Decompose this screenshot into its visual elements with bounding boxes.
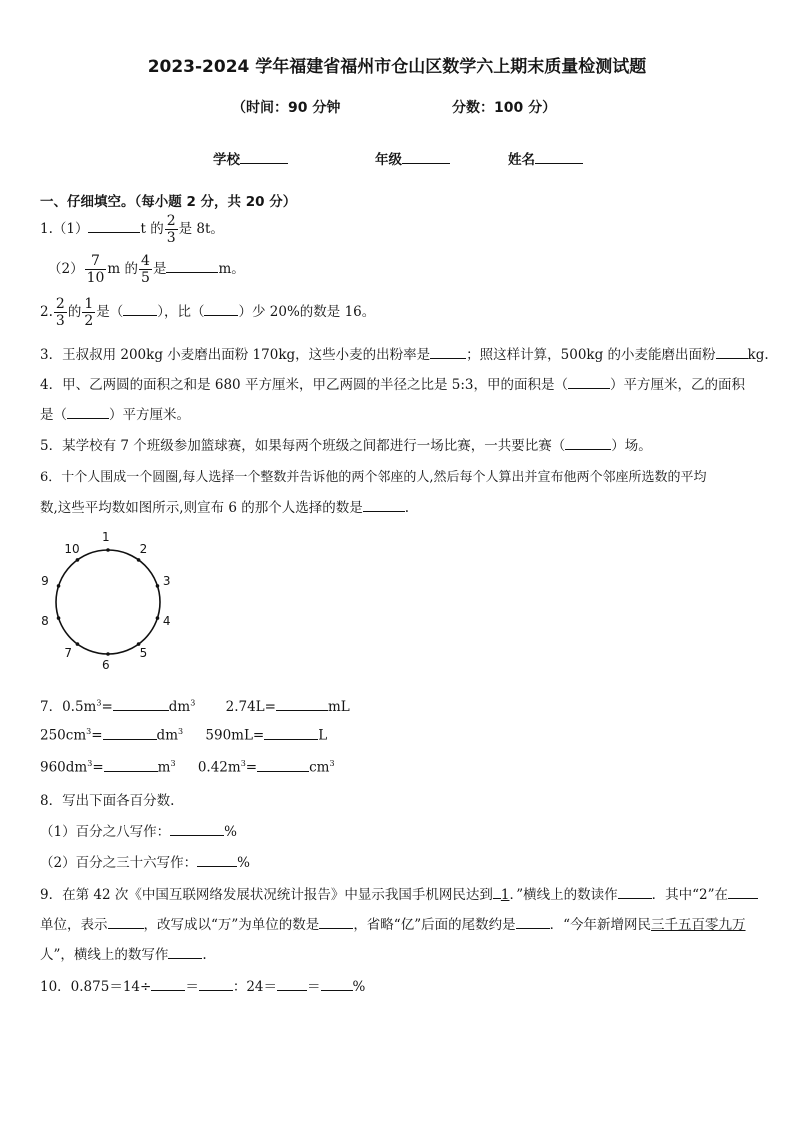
name-blank[interactable] (535, 150, 583, 165)
q1a-blank[interactable] (88, 219, 140, 234)
q10-c: ：24＝ (232, 979, 278, 995)
q7-r3-d: 0.42m (197, 759, 241, 776)
question-7-row-1 (40, 695, 350, 715)
fraction-denominator: 3 (166, 230, 176, 246)
q3-text-a: 3．王叔叔用 200kg 小麦磨出面粉 170kg，这些小麦的出粉率是 (40, 347, 431, 363)
q10-blank-4[interactable] (321, 977, 353, 992)
q9-blank-3[interactable] (108, 915, 144, 930)
question-4-line-2 (40, 403, 190, 423)
q7-r1-a: 7．0.5m (40, 699, 97, 715)
circle-label: 1 (102, 530, 110, 544)
q8b-text: （2）百分之三十六写作： (40, 855, 198, 871)
superscript: 3 (86, 727, 92, 736)
name-label: 姓名 (508, 152, 535, 168)
q10-blank-2[interactable] (199, 977, 233, 992)
q6-blank[interactable] (363, 498, 405, 513)
question-8a (40, 820, 237, 840)
question-1b (48, 253, 245, 286)
q10-d: ＝ (307, 979, 321, 995)
q9-l1-underlined: 1 (500, 887, 510, 903)
exam-time: （时间：90 分钟 (232, 100, 341, 116)
superscript: 3 (96, 698, 102, 708)
circle-label: 4 (162, 613, 171, 628)
q2-mid: ），比（ (157, 304, 205, 320)
q9-l1-a: 9．在第 42 次《中国互联网络发展状况统计报告》中显示我国手机网民达到 (40, 887, 493, 903)
fraction-numerator: 7 (85, 253, 107, 270)
circle-label: 6 (102, 658, 110, 672)
q10-b: ＝ (185, 979, 199, 995)
question-8b (40, 851, 250, 871)
q3-blank-1[interactable] (430, 345, 466, 360)
q1b-fraction-1 (85, 253, 107, 286)
q7-r2-eq: = (91, 727, 103, 744)
fraction-denominator: 2 (84, 313, 94, 329)
q2-de: 的 (67, 304, 82, 320)
q8b-end: % (237, 855, 250, 871)
q2-blank-2[interactable] (204, 302, 238, 317)
fraction-denominator: 5 (141, 270, 150, 286)
q8a-text: （1）百分之八写作： (40, 824, 171, 840)
q10-blank-1[interactable] (151, 977, 185, 992)
q7-r1-d: 2.74L= (225, 699, 276, 715)
q1b-prefix: （2） (48, 261, 84, 277)
circle-labels (40, 530, 180, 672)
q8a-end: % (224, 824, 237, 840)
q4-blank-2[interactable] (67, 405, 109, 420)
school-label: 学校 (213, 152, 240, 168)
circle-label: 10 (64, 542, 80, 557)
q7-r3-a: 960dm (40, 759, 88, 776)
q3-text-c: kg. (747, 347, 769, 363)
q6-text: 数,这些平均数如图所示,则宣布 6 的那个人选择的数是 (40, 500, 363, 516)
q9-blank-6[interactable] (168, 945, 202, 960)
q1a-text: t 的 (140, 221, 164, 237)
school-field (213, 148, 288, 168)
q10-a: 10．0.875＝14÷ (40, 979, 152, 995)
q1b-text: m 的 (107, 261, 139, 277)
q2-prefix: 2. (40, 304, 53, 320)
q7-r3-unit-2: cm (309, 759, 330, 776)
q8b-blank[interactable] (197, 853, 237, 868)
q7-r3-blank-2[interactable] (257, 757, 309, 772)
question-9-line-1 (40, 883, 758, 903)
q7-r3-unit-1: m (157, 759, 171, 776)
q4-text-d: ）平方厘米。 (109, 407, 190, 423)
q9-blank-5[interactable] (516, 915, 550, 930)
q7-r2-unit-1: dm (156, 727, 178, 744)
question-1a (40, 213, 224, 246)
school-blank[interactable] (240, 150, 288, 165)
circle-label: 5 (139, 645, 148, 660)
q3-blank-2[interactable] (716, 345, 748, 360)
q4-text-b: ）平方厘米，乙的面积 (609, 377, 745, 393)
q7-r3-blank-1[interactable] (104, 757, 158, 772)
question-9-line-2 (40, 913, 746, 933)
q10-e: % (352, 979, 366, 995)
q4-text-a: 4．甲、乙两圆的面积之和是 680 平方厘米，甲乙两圆的半径之比是 5:3，甲的面积是（ (40, 377, 568, 393)
q7-r3-eq-2: = (245, 759, 258, 776)
q9-l3-a: 人”，横线上的数写作 (40, 947, 169, 963)
q6-end: . (404, 500, 410, 516)
name-field (508, 148, 583, 168)
q5-text-a: 5．某学校有 7 个班级参加篮球赛，如果每两个班级之间都进行一场比赛，一共要比赛（ (40, 438, 566, 454)
q4-text-c: 是（ (40, 407, 67, 423)
q9-l2-d: ．“今年新增网民 (549, 917, 652, 933)
q7-r1-unit-2: mL (327, 699, 350, 715)
question-6-line-2 (40, 496, 409, 516)
circle-label: 8 (41, 613, 49, 628)
q1-prefix: 1.（1） (40, 221, 89, 237)
q9-l1-d: ．其中“2”在 (651, 887, 729, 903)
exam-score: 分数：100 分） (452, 100, 557, 116)
q9-l2-a: 单位，表示 (40, 917, 108, 933)
question-5 (40, 434, 652, 454)
q7-r3-eq: = (92, 759, 104, 776)
q1b-is: 是 (152, 261, 167, 277)
q1b-blank[interactable] (166, 259, 218, 274)
q3-text-b: ；照这样计算，500kg 的小麦能磨出面粉 (466, 347, 716, 363)
superscript: 3 (170, 759, 176, 768)
q9-l2-underlined: 三千五百零九万 (651, 917, 746, 933)
q7-r1-blank-2[interactable] (276, 697, 328, 712)
question-7-row-2 (40, 725, 327, 744)
question-8-title: 8．写出下面各百分数. (40, 793, 175, 809)
page-title: 2023-2024 学年福建省福州市仓山区数学六上期末质量检测试题 (147, 57, 647, 77)
superscript: 3 (329, 759, 335, 768)
q9-l1-pad (493, 885, 501, 900)
superscript: 3 (87, 759, 93, 768)
grade-field (375, 148, 450, 168)
q7-r2-blank-2[interactable] (264, 725, 318, 740)
q9-blank-2[interactable] (728, 885, 758, 900)
circle-label: 7 (64, 645, 73, 660)
fraction-numerator: 2 (166, 213, 176, 229)
question-2 (40, 296, 375, 329)
question-10 (40, 975, 365, 995)
fraction-numerator: 2 (55, 296, 65, 312)
q4-blank-1[interactable] (568, 375, 610, 390)
q1a-suffix: 是 8t。 (178, 221, 224, 237)
q10-blank-3[interactable] (277, 977, 307, 992)
circle-label: 2 (139, 542, 148, 557)
q7-r2-unit-2: L (318, 727, 328, 744)
q7-r2-blank-1[interactable] (103, 725, 157, 740)
q1b-fraction-2 (139, 253, 152, 286)
q2-is: 是（ (96, 304, 124, 320)
superscript: 3 (190, 698, 196, 708)
question-4-line-1 (40, 373, 745, 393)
q7-r1-unit-1: dm (168, 699, 191, 715)
q8a-blank[interactable] (170, 822, 224, 837)
q5-text-b: ）场。 (611, 438, 652, 454)
q2-suffix: ）少 20%的数是 16。 (238, 304, 376, 320)
question-7-row-3 (40, 757, 335, 776)
q2-fraction-1 (54, 296, 67, 329)
fraction-denominator: 10 (86, 270, 105, 286)
q7-r2-a: 250cm (40, 727, 87, 744)
fraction-denominator: 3 (55, 313, 65, 329)
q7-r1-blank-1[interactable] (113, 697, 169, 712)
q9-l1-c: ．”横线上的数读作 (509, 887, 618, 903)
grade-blank[interactable] (402, 150, 450, 165)
q9-l2-c: ，省略“亿”后面的尾数约是 (353, 917, 516, 933)
question-6-line-1: 6．十个人围成一个圆圈,每人选择一个整数并告诉他的两个邻座的人,然后每个人算出并宣布他两个邻座所选数的平均 (40, 470, 707, 485)
q9-blank-1[interactable] (618, 885, 652, 900)
q2-fraction-2 (82, 296, 95, 329)
q1a-fraction (165, 213, 178, 246)
q9-blank-4[interactable] (319, 915, 353, 930)
q5-blank[interactable] (565, 436, 611, 451)
question-9-line-3 (40, 943, 207, 963)
fraction-numerator: 4 (141, 253, 150, 269)
superscript: 3 (178, 727, 184, 736)
q9-l3-b: . (202, 947, 207, 963)
q7-r1-eq: = (101, 699, 113, 715)
circle-label: 3 (162, 574, 171, 589)
q2-blank-1[interactable] (123, 302, 157, 317)
circle-label: 9 (41, 574, 49, 589)
question-3 (40, 343, 769, 363)
q1b-suffix: m。 (218, 261, 245, 277)
superscript: 3 (240, 759, 246, 768)
fraction-numerator: 1 (84, 296, 94, 312)
q9-l2-b: ，改写成以“万”为单位的数是 (143, 917, 320, 933)
section-title: 一、仔细填空。（每小题 2 分，共 20 分） (40, 194, 297, 210)
grade-label: 年级 (375, 152, 402, 168)
q7-r2-d: 590mL= (205, 727, 265, 744)
